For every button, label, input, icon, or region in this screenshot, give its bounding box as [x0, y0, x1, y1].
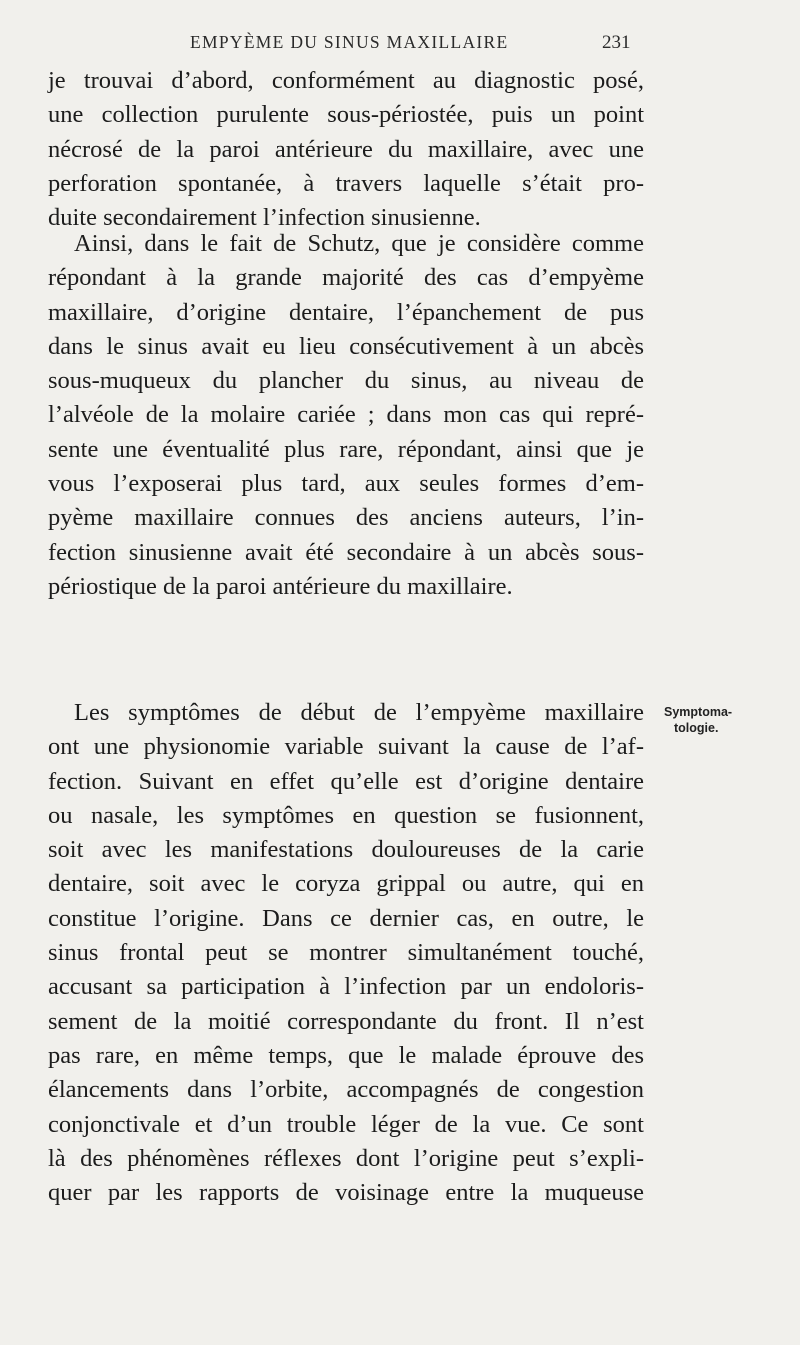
running-head — [0, 28, 800, 58]
text-line: élancements dans l’orbite, accompagnés de congestion — [48, 1076, 644, 1104]
text-line: fection sinusienne avait été secondaire à un abcès sous- — [48, 538, 644, 566]
text-line: duite secondairement l’infection sinusienne. — [48, 204, 481, 232]
text-line: soit avec les manifestations douloureuses de la carie — [48, 836, 644, 864]
text-line: accusant sa participation à l’infection par un endoloris- — [48, 973, 644, 1001]
text-line: répondant à la grande majorité des cas d’empyème — [48, 264, 644, 292]
margin-note-line: tologie. — [674, 721, 719, 735]
text-line: l’alvéole de la molaire cariée ; dans mon cas qui repré- — [48, 401, 644, 429]
paragraph-2 — [48, 227, 644, 604]
running-title: EMPYÈME DU SINUS MAXILLAIRE — [190, 32, 509, 52]
text-line: ou nasale, les symptômes en question se fusionnent, — [48, 801, 644, 829]
paragraph-3 — [48, 696, 644, 1210]
text-line: pas rare, en même temps, que le malade éprouve des — [48, 1041, 644, 1069]
paragraph-1 — [48, 64, 644, 235]
margin-note-line: Symptoma- — [664, 705, 733, 719]
text-line: sinus frontal peut se montrer simultanément touché, — [48, 939, 644, 967]
text-line: une collection purulente sous-périostée, puis un point — [48, 101, 644, 129]
text-line: là des phénomènes réflexes dont l’origine peut s’expli- — [48, 1144, 644, 1172]
text-line: je trouvai d’abord, conformément au diagnostic posé, — [48, 67, 644, 94]
text-line: Les symptômes de début de l’empyème maxillaire — [74, 699, 644, 726]
text-line: maxillaire, d’origine dentaire, l’épanchement de pus — [48, 298, 644, 326]
margin-note — [664, 704, 794, 736]
text-line: quer par les rapports de voisinage entre la muqueuse — [48, 1179, 644, 1207]
page-number: 231 — [602, 32, 631, 53]
text-line: périostique de la paroi antérieure du maxillaire. — [48, 572, 513, 600]
text-line: ont une physionomie variable suivant la cause de l’af- — [48, 733, 644, 761]
text-line: conjonctivale et d’un trouble léger de la vue. Ce sont — [48, 1110, 644, 1138]
text-line: constitue l’origine. Dans ce dernier cas, en outre, le — [48, 904, 644, 932]
text-line: perforation spontanée, à travers laquelle s’était pro- — [48, 169, 644, 197]
text-line: sous-muqueux du plancher du sinus, au niveau de — [48, 367, 644, 395]
text-line: fection. Suivant en effet qu’elle est d’origine dentaire — [48, 767, 644, 795]
text-line: dans le sinus avait eu lieu consécutivement à un abcès — [48, 332, 644, 360]
text-line: sente une éventualité plus rare, répondant, ainsi que je — [48, 435, 644, 463]
text-line: pyème maxillaire connues des anciens auteurs, l’in- — [48, 504, 644, 532]
text-line: nécrosé de la paroi antérieure du maxillaire, avec une — [48, 135, 644, 163]
text-line: Ainsi, dans le fait de Schutz, que je considère comme — [74, 230, 644, 257]
text-line: dentaire, soit avec le coryza grippal ou autre, qui en — [48, 870, 644, 898]
text-line: vous l’exposerai plus tard, aux seules formes d’em- — [48, 470, 644, 498]
text-line: sement de la moitié correspondante du front. Il n’est — [48, 1007, 644, 1035]
